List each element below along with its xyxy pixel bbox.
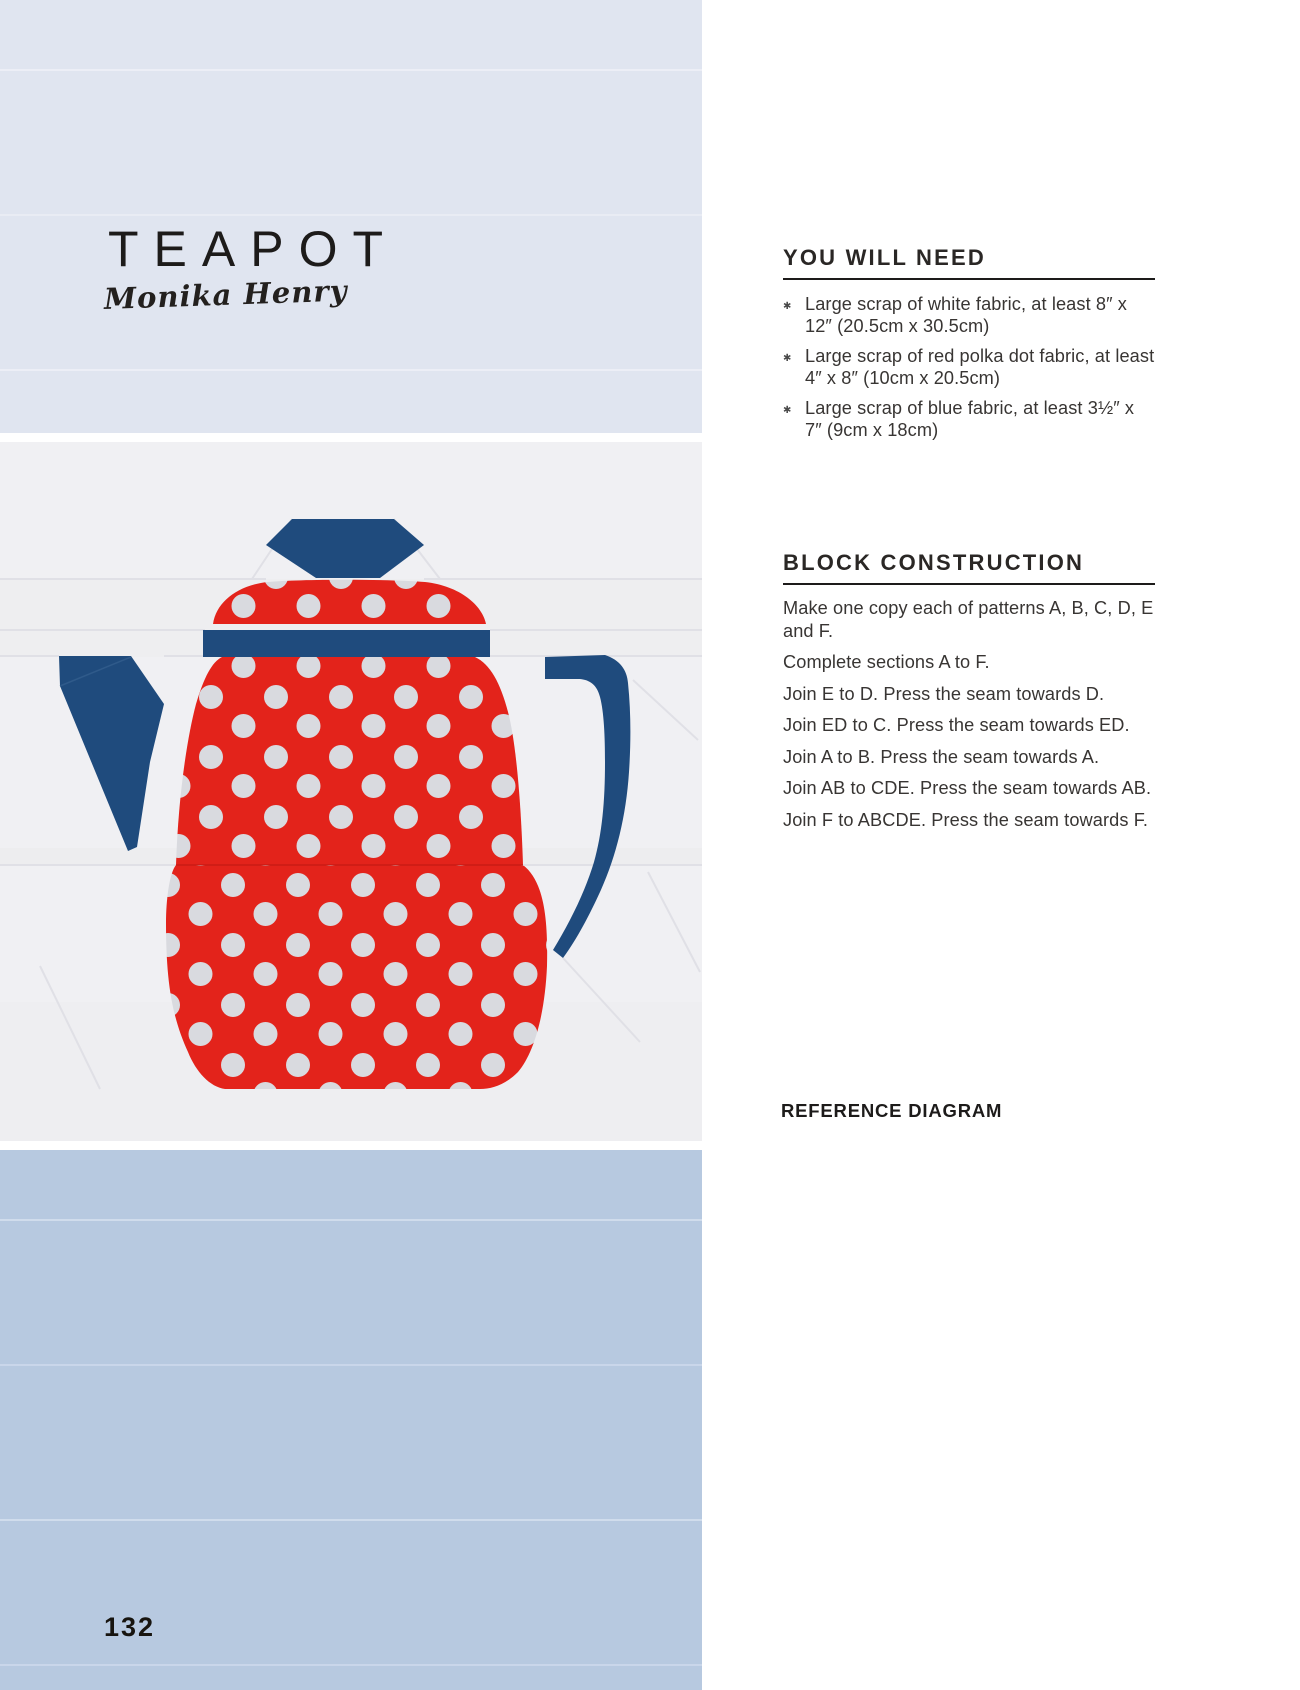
list-item <box>783 345 1155 389</box>
asterisk-bullet-icon: ✱ <box>783 301 792 312</box>
teapot-block-photo <box>0 442 702 1141</box>
you-will-need-section <box>783 247 1155 449</box>
heading-rule <box>783 278 1155 280</box>
teapot-body-lower <box>166 865 547 1089</box>
block-construction-heading: BLOCK CONSTRUCTION <box>783 550 1085 575</box>
construction-step: Join ED to C. Press the seam towards ED. <box>783 715 1130 735</box>
geometric-pattern-light <box>0 0 702 433</box>
block-construction-section <box>783 552 1155 840</box>
teapot-lid-band <box>203 630 490 657</box>
list-item-text: Large scrap of white fabric, at least 8″ x 12″ (20.5cm x 30.5cm) <box>805 294 1128 336</box>
construction-steps <box>783 597 1155 831</box>
list-item-text: Large scrap of blue fabric, at least 3½″ x 7″ (9cm x 18cm) <box>805 398 1135 440</box>
asterisk-bullet-icon: ✱ <box>783 353 792 364</box>
construction-step: Join AB to CDE. Press the seam towards AB. <box>783 778 1152 798</box>
page-number: 132 <box>104 1612 156 1642</box>
title-panel <box>0 0 702 433</box>
construction-step: Join F to ABCDE. Press the seam towards F. <box>783 809 1149 830</box>
materials-list <box>783 293 1155 441</box>
list-item <box>783 293 1155 337</box>
footer-panel <box>0 1150 702 1690</box>
page-title: TEAPOT <box>108 221 399 277</box>
geometric-pattern-dark <box>0 1150 702 1690</box>
construction-step: Make one copy each of patterns A, B, C, D, E and F. <box>783 598 1154 641</box>
you-will-need-heading: YOU WILL NEED <box>783 245 986 270</box>
reference-diagram-heading: REFERENCE DIAGRAM <box>781 1100 1003 1121</box>
construction-step: Join E to D. Press the seam towards D. <box>783 683 1105 704</box>
list-item <box>783 397 1155 441</box>
list-item-text: Large scrap of red polka dot fabric, at least 4″ x 8″ (10cm x 20.5cm) <box>805 346 1155 388</box>
teapot-body-upper <box>176 657 523 865</box>
construction-step: Join A to B. Press the seam towards A. <box>783 746 1100 767</box>
heading-rule <box>783 583 1155 585</box>
author-signature: Monika Henry <box>103 273 349 316</box>
teapot-illustration <box>0 442 702 1141</box>
teapot-lid-dome <box>213 580 486 624</box>
construction-step: Complete sections A to F. <box>783 652 990 672</box>
asterisk-bullet-icon: ✱ <box>783 405 792 416</box>
